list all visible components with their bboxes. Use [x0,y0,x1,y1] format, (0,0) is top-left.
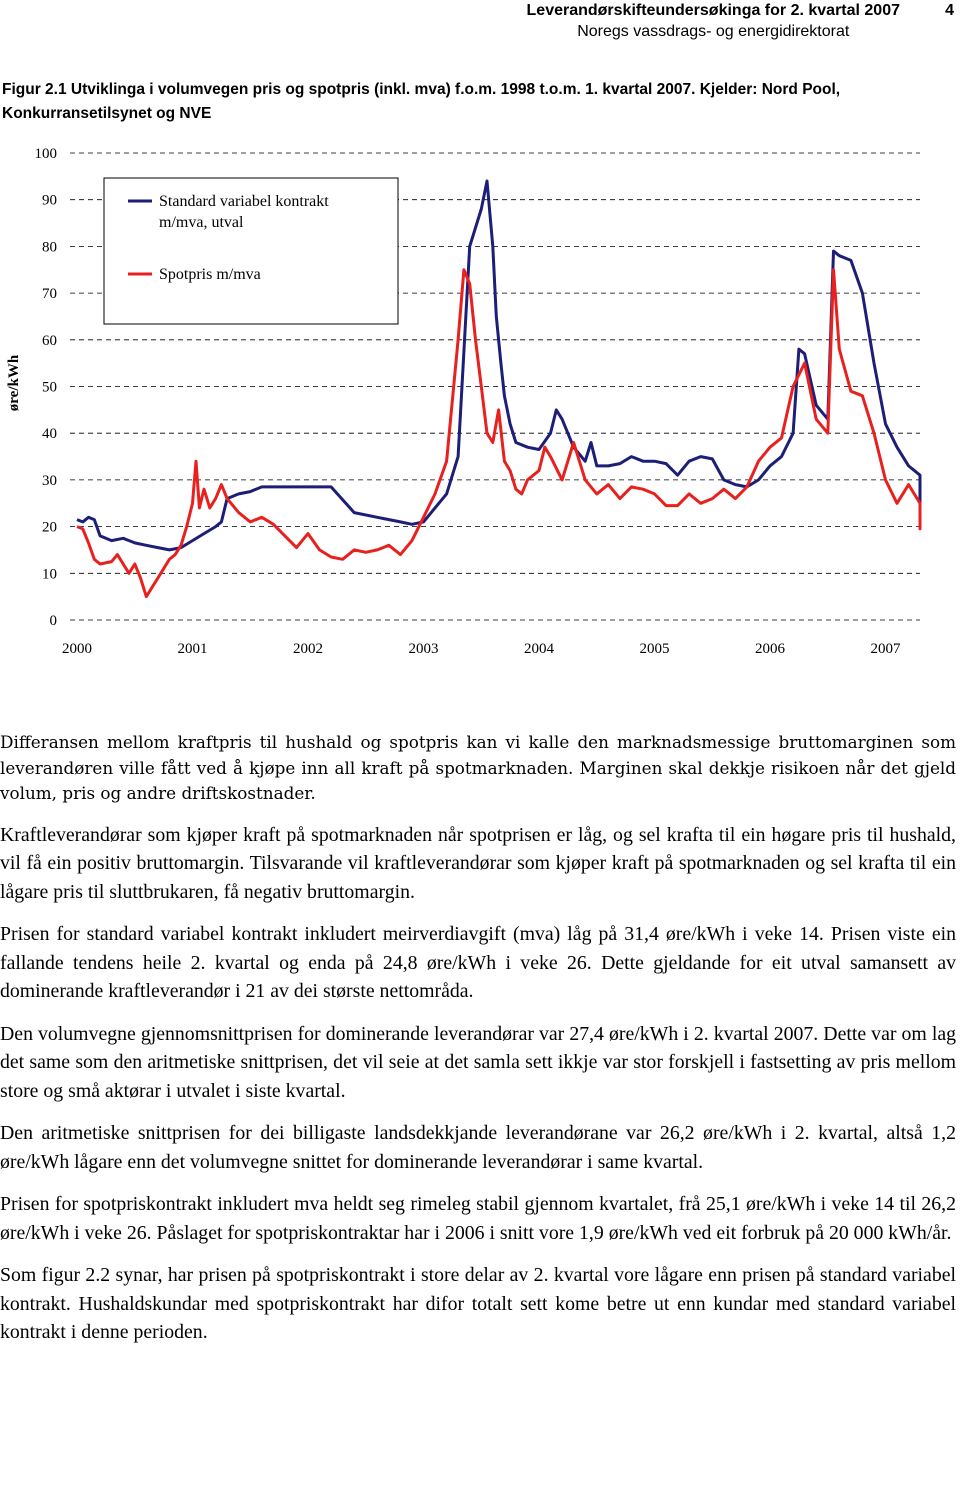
paragraph-5: Den aritmetiske snittprisen for dei billigaste landsdekkjande leverandørane var 26,2 øre/kWh i 2. kvartal, altså 1,2 øre/kWh lågare enn det volumvegne snittet for dominerande leverandørar i same kvartal. [0,1122,956,1173]
paragraph-3: Prisen for standard variabel kontrakt inkludert meirverdiavgift (mva) låg på 31,4 øre/kWh i veke 14. Prisen viste ein fallande tendens heile 2. kvartal og enda på 24,8 øre/kWh i veke 26. Dette gjeldande for eit utval samansett av dominerande kraftleverandør i 21 av dei største nettområda. [0,923,956,1002]
y-tick-labels [35,146,58,629]
y-tick-label: 30 [42,472,57,489]
paragraph-7: Som figur 2.2 synar, har prisen på spotpriskontrakt i store delar av 2. kvartal vore lågare enn prisen på standard variabel kontrakt. Hushaldskundar med spotpriskontrakt har difor totalt sett kome betre ut enn kundar med standard variabel kontrakt i denne perioden. [0,1264,956,1343]
x-tick-label: 2005 [639,641,670,657]
x-tick-label: 2007 [870,641,901,657]
page-header [527,0,900,42]
y-axis-label: øre/kWh [6,354,22,412]
y-tick-label: 0 [49,613,57,629]
y-tick-label: 60 [42,332,57,349]
figure-caption: Figur 2.1 Utviklinga i volumvegen pris og spotpris (inkl. mva) f.o.m. 1998 t.o.m. 1. kvartal 2007. Kjelder: Nord Pool, Konkurransetilsynet og NVE [2,81,841,122]
x-tick-label: 2006 [755,641,785,657]
header-title: Leverandørskifteundersøkinga for 2. kvartal 2007 [526,2,900,19]
body-text [0,730,956,1361]
legend [104,178,398,324]
paragraph-6: Prisen for spotpriskontrakt inkludert mva heldt seg rimeleg stabil gjennom kvartalet, frå 25,1 øre/kWh i veke 14 til 26,2 øre/kWh i veke 26. Påslaget for spotpriskontraktar har i 2006 i snitt vore 1,9 øre/kWh ved eit forbruk på 20 000 kWh/år. [0,1193,956,1244]
line-chart [0,138,960,668]
x-tick-label: 2004 [524,641,554,657]
x-tick-label: 2002 [293,641,323,657]
y-tick-label: 70 [42,286,57,303]
y-tick-label: 80 [42,239,57,256]
y-tick-label: 40 [42,426,57,443]
legend-label-standard: Standard variabel kontrakt m/mva, utval [159,193,329,231]
y-tick-label: 90 [42,192,57,209]
paragraph-1: Differansen mellom kraftpris til hushald og spotpris kan vi kalle den marknadsmessige bruttomarginen som leverandøren ville fått ved å kjøpe inn all kraft på spotmarknaden. Marginen skal dekkje risikoen når det gjeld volum, pris og andre driftskostnader. [0,732,956,803]
x-tick-label: 2001 [177,641,208,657]
paragraph-2: Kraftleverandørar som kjøper kraft på spotmarknaden når spotprisen er låg, og sel krafta til ein høgare pris til hushald, vil få ein positiv bruttomargin. Tilsvarande vil kraftleverandørar som kjøper kraft på spotmarknaden og sel krafta til ein lågare pris til sluttbrukaren, få negativ bruttomargin. [0,823,956,903]
y-tick-label: 10 [42,566,57,583]
legend-label-spot: Spotpris m/mva [159,266,261,283]
y-tick-label: 20 [42,519,57,536]
x-tick-label: 2003 [408,641,439,657]
page-number: 4 [945,2,954,19]
paragraph-4: Den volumvegne gjennomsnittprisen for dominerande leverandørar var 27,4 øre/kWh i 2. kvartal 2007. Dette var om lag det same som den aritmetiske snittprisen, det vil seie at det samla sett ikkje var stor forskjell i fastsetting av pris mellom store og små aktørar i utvalet i siste kvartal. [0,1022,956,1102]
y-tick-label: 50 [42,379,57,396]
x-tick-label: 2000 [62,641,92,657]
header-subtitle: Noregs vassdrags- og energidirektorat [577,23,850,40]
y-tick-label: 100 [34,146,57,162]
x-tick-labels [62,641,901,657]
